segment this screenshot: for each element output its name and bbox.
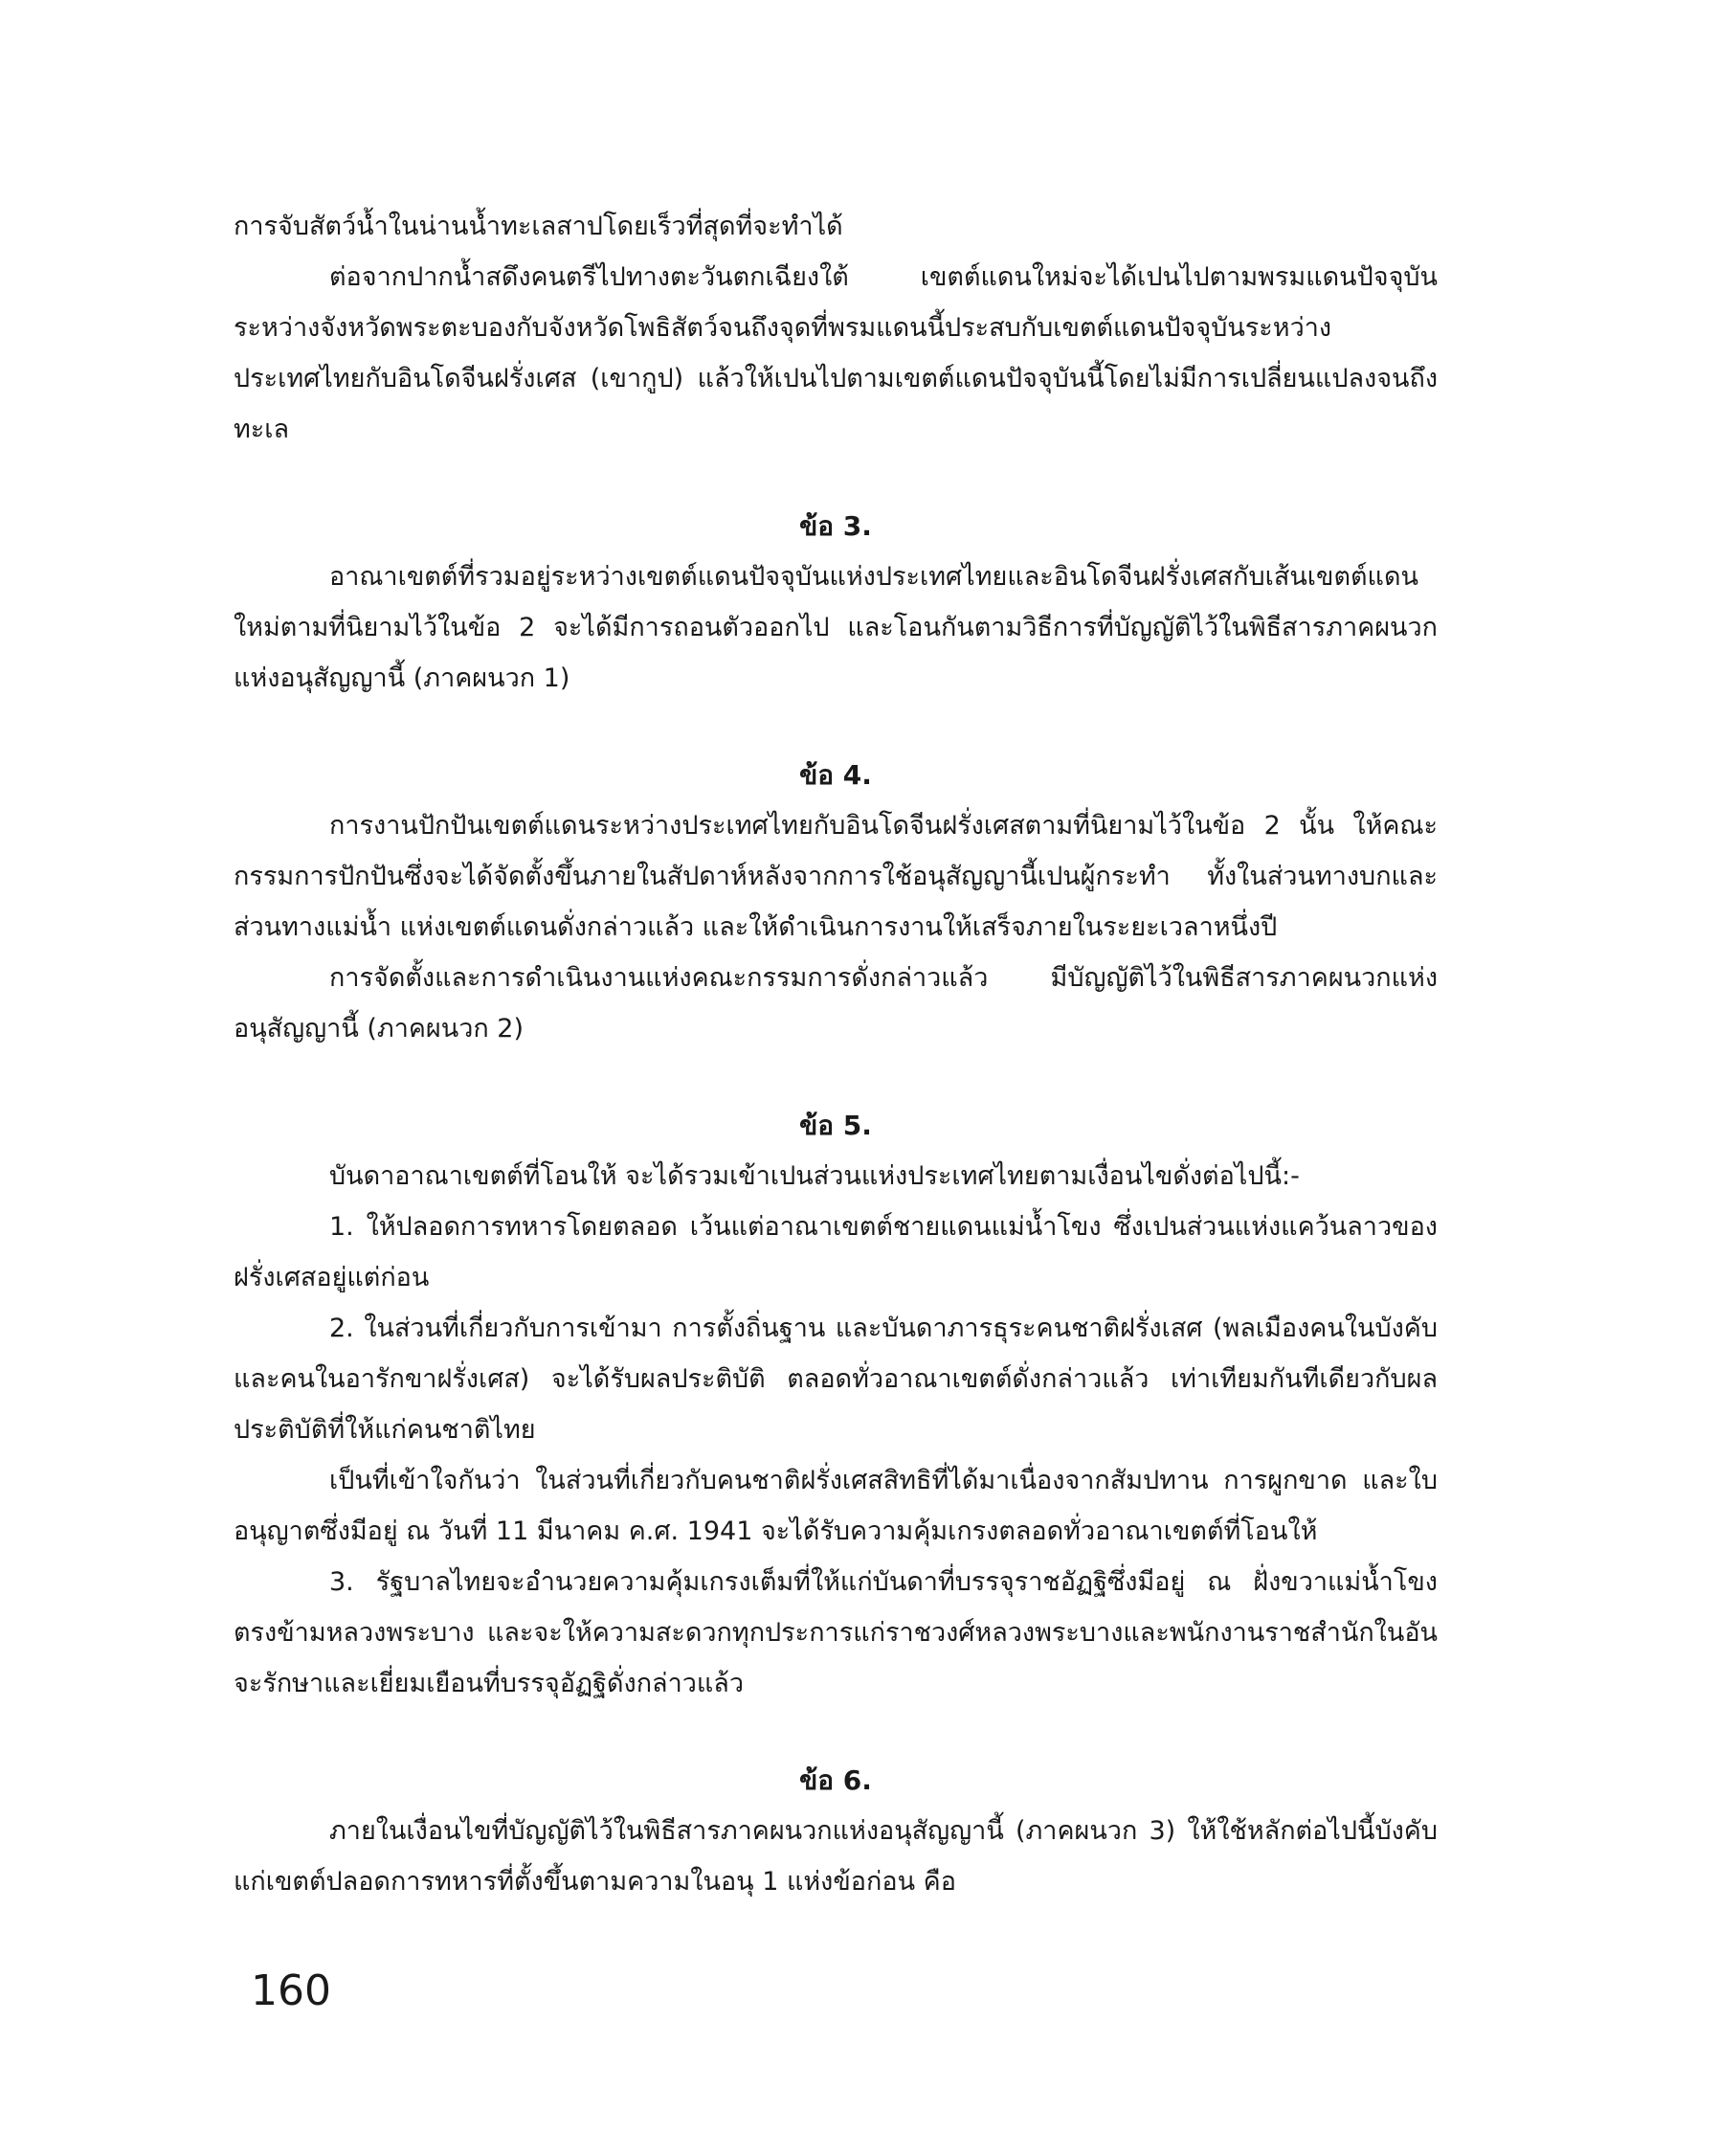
intro-paragraph-2: ต่อจากปากน้ำสดึงคนตรีไปทางตะวันตกเฉียงใต้ เขตต์แดนใหม่จะได้เปนไปตามพรมแดนปัจจุบันระหว่างจังหวัดพระตะบองกับจังหวัดโพธิสัตว์จนถึงจุดที่พรมแดนนี้ประสบกับเขตต์แดนปัจจุบันระหว่างประเทศไทยกับอินโดจีนฝรั่งเศส (เขากูป) แล้วให้เปนไปตามเขตต์แดนปัจจุบันนี้โดยไม่มีการเปลี่ยนแปลงจนถึงทะเล: [234, 262, 1438, 444]
article-4-paragraph-1: การงานปักปันเขตต์แดนระหว่างประเทศไทยกับอินโดจีนฝรั่งเศสตามที่นิยามไว้ในข้อ 2 นั้น ให้คณะกรรมการปักปันซึ่งจะได้จัดตั้งขึ้นภายในสัปดาห์หลังจากการใช้อนุสัญญานี้เปนผู้กระทำ ทั้งในส่วนทางบกและส่วนทางแม่น้ำ แห่งเขตต์แดนดั่งกล่าวแล้ว และให้ดำเนินการงานให้เสร็จภายในระยะเวลาหนึ่งปี: [234, 811, 1438, 942]
page-number: 160: [251, 1966, 331, 2015]
article-6-paragraph-1: ภายในเงื่อนไขที่บัญญัติไว้ในพิธีสารภาคผนวกแห่งอนุสัญญานี้ (ภาคผนวก 3) ให้ใช้หลักต่อไปนี้บังคับแก่เขตต์ปลอดการทหารที่ตั้งขึ้นตามความในอนุ 1 แห่งข้อก่อน คือ: [234, 1816, 1438, 1897]
article-4-heading: ข้อ 4.: [799, 759, 872, 791]
article-3-paragraph-1: อาณาเขตต์ที่รวมอยู่ระหว่างเขตต์แดนปัจจุบันแห่งประเทศไทยและอินโดจีนฝรั่งเศสกับเส้นเขตต์แดนใหม่ตามที่นิยามไว้ในข้อ 2 จะได้มีการถอนตัวออกไป และโอนกันตามวิธีการที่บัญญัติไว้ในพิธีสารภาคผนวกแห่งอนุสัญญานี้ (ภาคผนวก 1): [234, 562, 1438, 693]
article-5-paragraph-5: 3. รัฐบาลไทยจะอำนวยความคุ้มเกรงเต็มที่ให้แก่บันดาที่บรรจุราชอัฏฐิซึ่งมีอยู่ ณ ฝั่งขวาแม่น้ำโขงตรงข้ามหลวงพระบาง และจะให้ความสะดวกทุกประการแก่ราชวงศ์หลวงพระบางและพนักงานราชสำนักในอันจะรักษาและเยี่ยมเยือนที่บรรจุอัฏฐิดั่งกล่าวแล้ว: [234, 1567, 1438, 1698]
intro-line-1: การจับสัตว์น้ำในน่านน้ำทะเลสาปโดยเร็วที่สุดที่จะทำได้: [234, 212, 843, 241]
article-5-paragraph-4: เป็นที่เข้าใจกันว่า ในส่วนที่เกี่ยวกับคนชาติฝรั่งเศสสิทธิที่ได้มาเนื่องจากสัมปทาน การผูกขาด และใบอนุญาตซึ่งมีอยู่ ณ วันที่ 11 มีนาคม ค.ศ. 1941 จะได้รับความคุ้มเกรงตลอดทั่วอาณาเขตต์ที่โอนให้: [234, 1466, 1438, 1546]
article-5-paragraph-1: บันดาอาณาเขตต์ที่โอนให้ จะได้รวมเข้าเปนส่วนแห่งประเทศไทยตามเงื่อนไขดั่งต่อไปนี้:-: [329, 1161, 1300, 1191]
article-3-heading: ข้อ 3.: [799, 510, 872, 542]
document-body: [234, 201, 1438, 1907]
article-5-paragraph-2: 1. ให้ปลอดการทหารโดยตลอด เว้นแต่อาณาเขตต์ชายแดนแม่น้ำโขง ซึ่งเปนส่วนแห่งแคว้นลาวของฝรั่งเศสอยู่แต่ก่อน: [234, 1212, 1438, 1292]
article-5-paragraph-3: 2. ในส่วนที่เกี่ยวกับการเข้ามา การตั้งถิ่นฐาน และบันดาภารธุระคนชาติฝรั่งเสศ (พลเมืองคนในบังคับ และคนในอารักขาฝรั่งเศส) จะได้รับผลประติบัติ ตลอดทั่วอาณาเขตต์ดั่งกล่าวแล้ว เท่าเทียมกันทีเดียวกับผลประติบัติที่ให้แก่คนชาติไทย: [234, 1314, 1438, 1445]
article-4-paragraph-2: การจัดตั้งและการดำเนินงานแห่งคณะกรรมการดั่งกล่าวแล้ว มีบัญญัติไว้ในพิธีสารภาคผนวกแห่งอนุสัญญานี้ (ภาคผนวก 2): [234, 963, 1438, 1044]
article-5-heading: ข้อ 5.: [799, 1110, 872, 1141]
article-6-heading: ข้อ 6.: [799, 1764, 872, 1796]
